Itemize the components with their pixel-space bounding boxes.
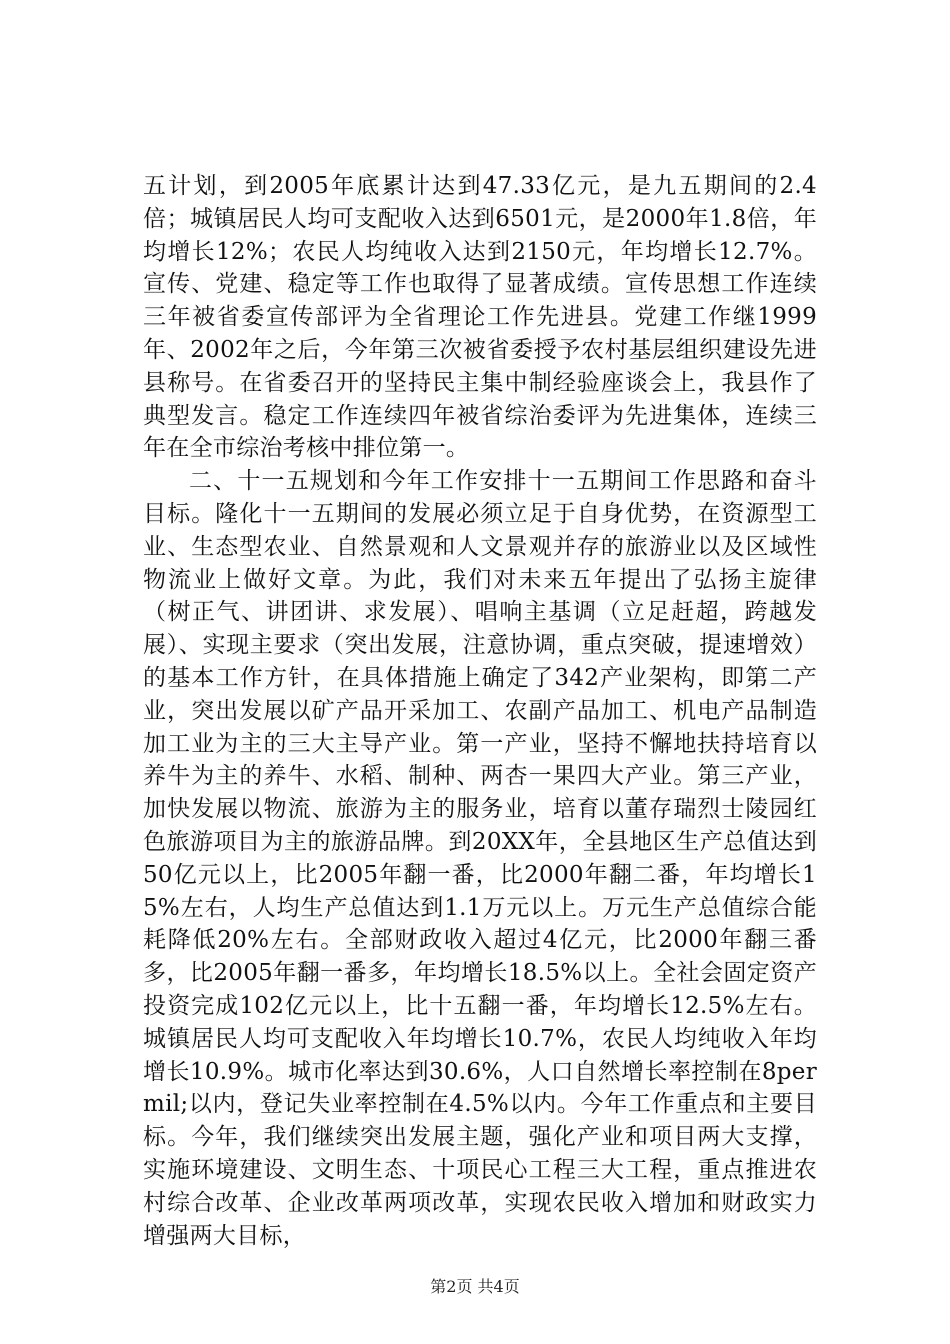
paragraph-continuation: 五计划，到2005年底累计达到47.33亿元，是九五期间的2.4倍；城镇居民人均可支配收入达到6501元，是2000年1.8倍，年均增长12%；农民人均纯收入达到2150元，年均增长12.7%。宣传、党建、稳定等工作也取得了显著成绩。宣传思想工作连续三年被省委宣传部评为全省理论工作先进县。党建工作继1999年、2002年之后，今年第三次被省委授予农村基层组织建设先进县称号。在省委召开的坚持民主集中制经验座谈会上，我县作了典型发言。稳定工作连续四年被省综治委评为先进集体，连续三年在全市综治考核中排位第一。 [143, 173, 817, 462]
document-body [143, 170, 817, 1252]
page-number-footer: 第2页 共4页 [430, 1277, 520, 1296]
paragraph-section-two: 二、十一五规划和今年工作安排十一五期间工作思路和奋斗目标。隆化十一五期间的发展必须立足于自身优势，在资源型工业、生态型农业、自然景观和人文景观并存的旅游业以及区域性物流业上做好文章。为此，我们对未来五年提出了弘扬主旋律（树正气、讲团讲、求发展）、唱响主基调（立足赶超，跨越发展）、实现主要求（突出发展，注意协调，重点突破，提速增效）的基本工作方针，在具体措施上确定了342产业架构，即第二产业，突出发展以矿产品开采加工、农副产品加工、机电产品制造加工业为主的三大主导产业。第一产业，坚持不懈地扶持培育以养牛为主的养牛、水稻、制种、两杏一果四大产业。第三产业，加快发展以物流、旅游为主的服务业，培育以董存瑞烈士陵园红色旅游项目为主的旅游品牌。到20XX年，全县地区生产总值达到50亿元以上，比2005年翻一番，比2000年翻二番，年均增长15%左右，人均生产总值达到1.1万元以上。万元生产总值综合能耗降低20%左右。全部财政收入超过4亿元，比2000年翻三番多，比2005年翻一番多，年均增长18.5%以上。全社会固定资产投资完成102亿元以上，比十五翻一番，年均增长12.5%左右。城镇居民人均可支配收入年均增长10.7%，农民人均纯收入年均增长10.9%。城市化率达到30.6%，人口自然增长率控制在8permil;以内，登记失业率控制在4.5%以内。今年工作重点和主要目标。今年，我们继续突出发展主题，强化产业和项目两大支撑，实施环境建设、文明生态、十项民心工程三大工程，重点推进农村综合改革、企业改革两项改革，实现农民收入增加和财政实力增强两大目标， [143, 468, 817, 1249]
